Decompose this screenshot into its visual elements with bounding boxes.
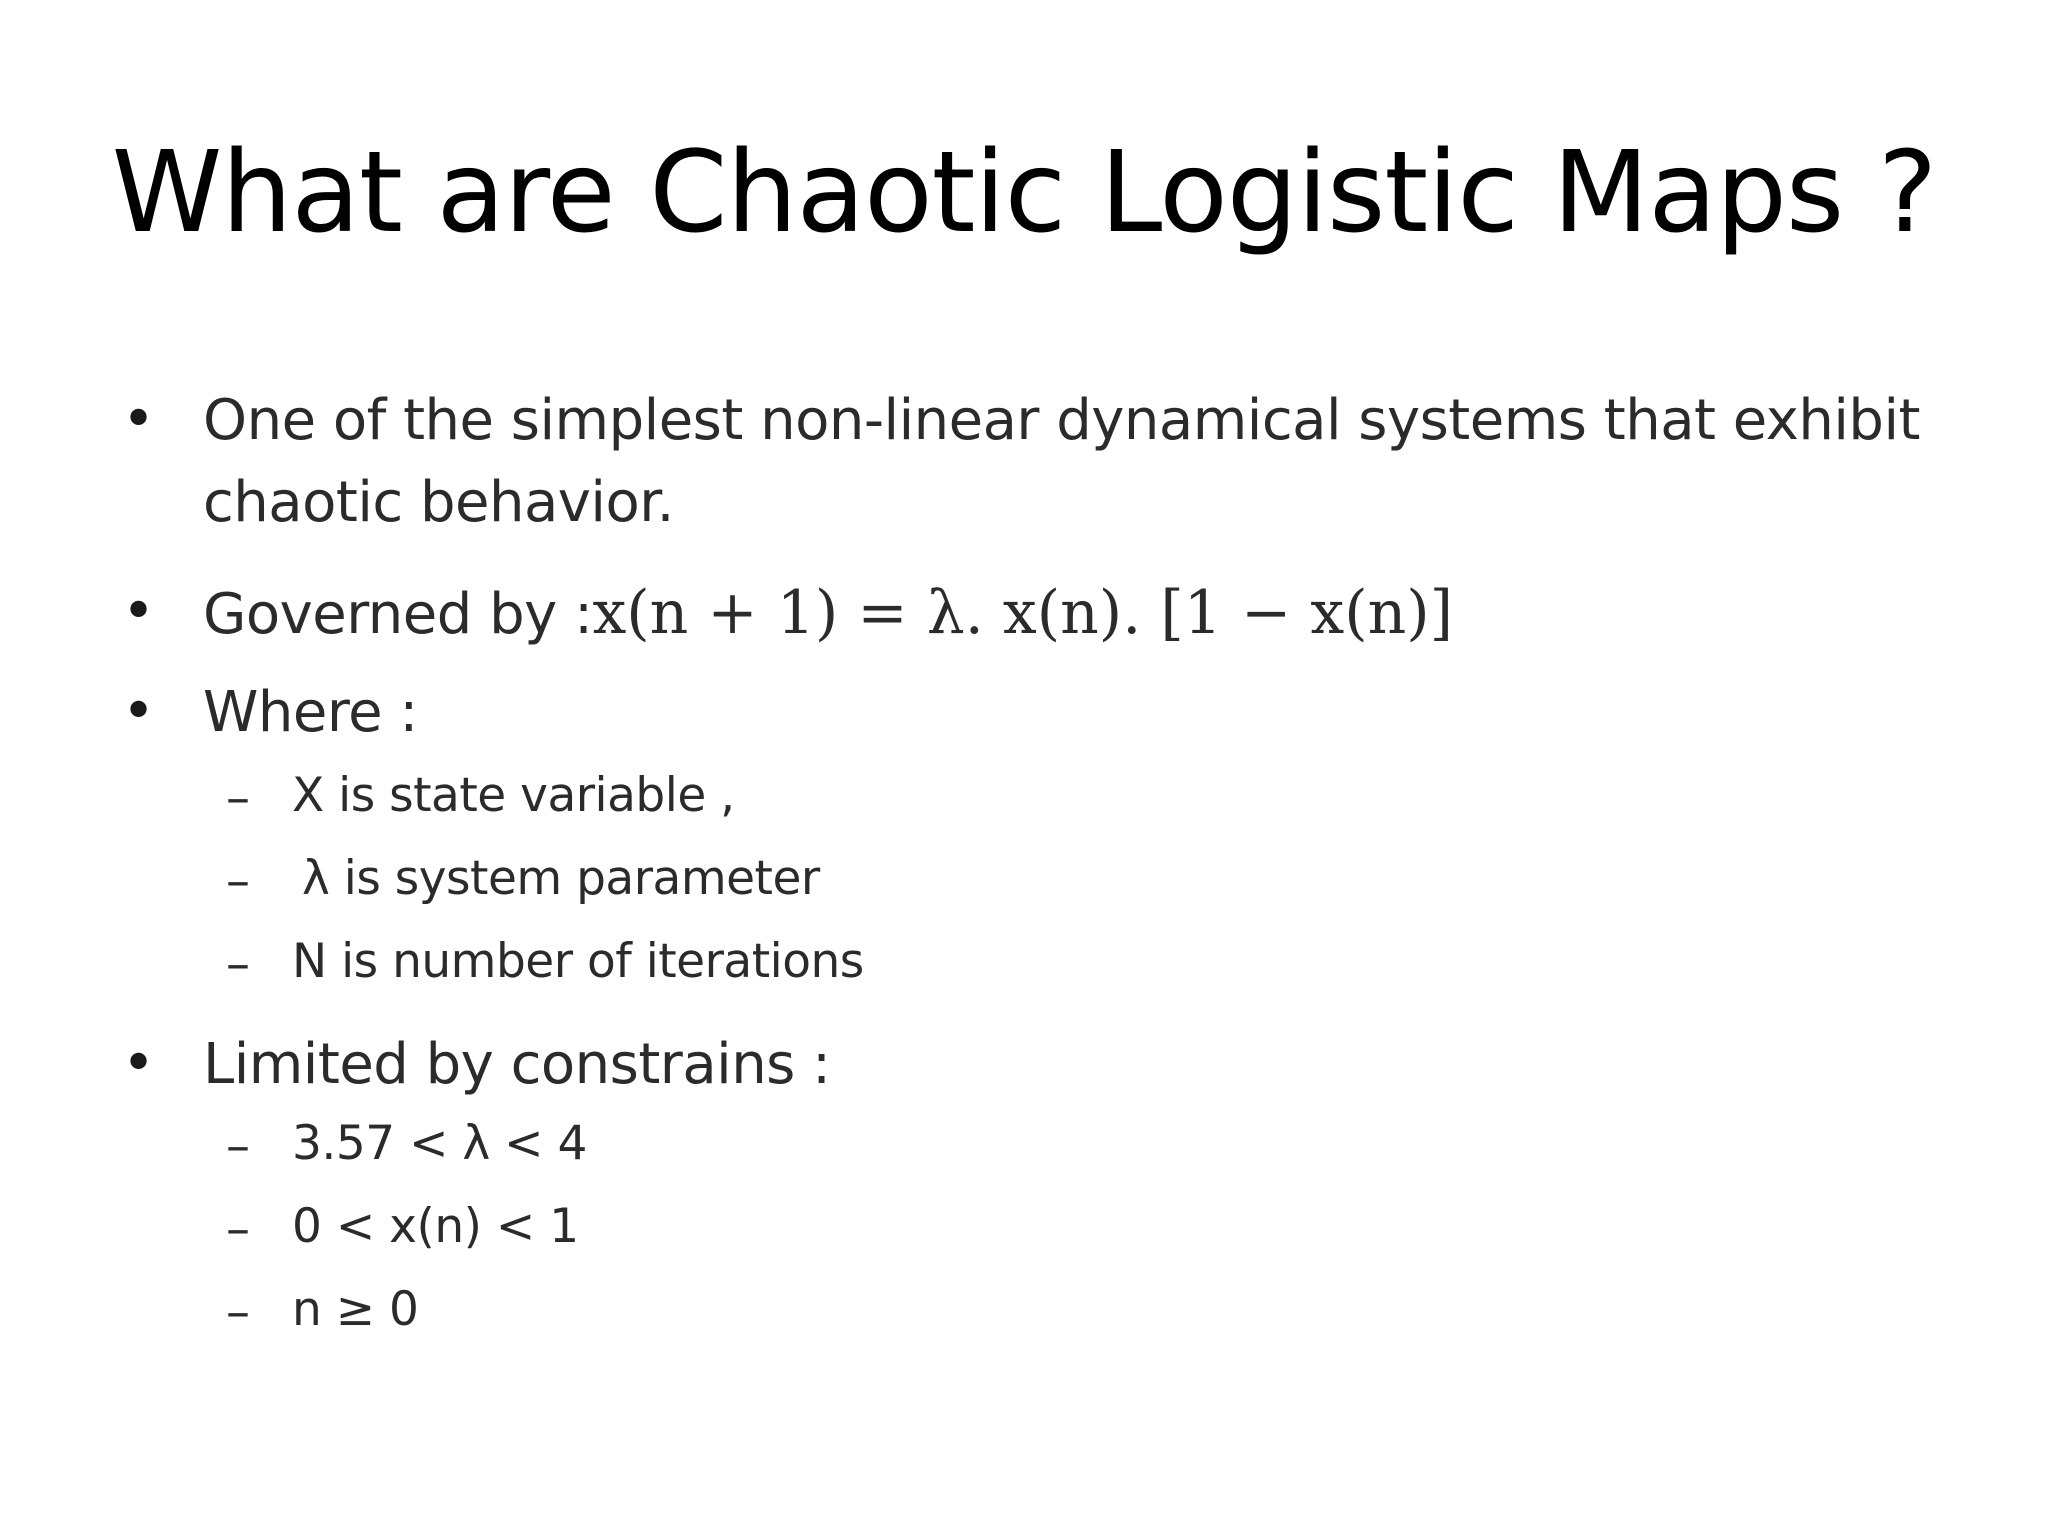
sub-item-text: X is state variable , — [292, 768, 735, 823]
sub-item-text: λ is system parameter — [302, 851, 820, 906]
bullet-text-definition — [203, 380, 1963, 544]
sub-item-text: 3.57 < λ < 4 — [292, 1116, 587, 1171]
sub-item-text: 0 < x(n) < 1 — [292, 1199, 579, 1254]
bullet-text-constraints: Limited by constrains : — [203, 1032, 831, 1097]
bullet-text-formula — [203, 572, 1963, 656]
dash-marker: – — [226, 853, 250, 909]
sub-item-text: n ≥ 0 — [292, 1282, 419, 1337]
bullet-marker: • — [122, 387, 156, 452]
dash-marker: – — [226, 1284, 250, 1340]
dash-marker: – — [226, 1201, 250, 1257]
dash-marker: – — [226, 770, 250, 826]
bullet-text-line: One of the simplest non-linear dynamical systems that exhibit — [203, 388, 1920, 453]
sub-item-text: N is number of iterations — [292, 934, 864, 989]
bullet-text-where: Where : — [203, 680, 418, 745]
dash-marker: – — [226, 1118, 250, 1174]
logistic-map-equation: x(n + 1) = λ. x(n). [1 − x(n)] — [592, 578, 1454, 648]
bullet-marker: • — [122, 579, 156, 644]
dash-marker: – — [226, 936, 250, 992]
formula-prefix: Governed by : — [203, 582, 593, 647]
bullet-marker: • — [122, 1031, 156, 1096]
bullet-text-line: chaotic behavior. — [203, 470, 674, 535]
slide-title: What are Chaotic Logistic Maps ? — [111, 128, 1937, 258]
bullet-marker: • — [122, 679, 156, 744]
